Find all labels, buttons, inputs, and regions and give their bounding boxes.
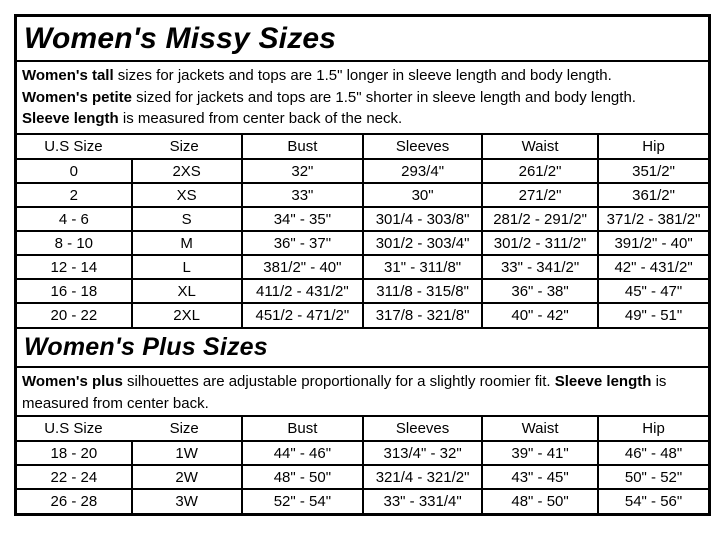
size-cell: 293/4" [363, 159, 482, 183]
description-line [22, 65, 702, 87]
size-cell: 39" - 41" [482, 441, 598, 465]
size-cell: L [132, 255, 242, 279]
missy-header-row [17, 135, 708, 159]
size-cell: 30" [363, 183, 482, 207]
size-cell: 311/8 - 315/8" [363, 279, 482, 303]
size-cell: 451/2 - 471/2" [242, 303, 364, 327]
size-cell: 44" - 46" [242, 441, 364, 465]
column-header-size: Size [169, 420, 199, 437]
size-cell: 391/2" - 40" [598, 231, 708, 255]
size-cell: XL [132, 279, 242, 303]
size-cell: 317/8 - 321/8" [363, 303, 482, 327]
description-text: is measured from center back of the neck. [118, 110, 403, 127]
size-cell: 45" - 47" [598, 279, 708, 303]
size-row [17, 231, 708, 255]
size-cell: 411/2 - 431/2" [242, 279, 364, 303]
size-cell: XS [132, 183, 242, 207]
size-cell: 12 - 14 [17, 255, 132, 279]
size-cell: 281/2 - 291/2" [482, 207, 598, 231]
column-header-sleeves: Sleeves [363, 135, 482, 159]
size-row [17, 183, 708, 207]
size-cell: 43" - 45" [482, 465, 598, 489]
size-cell: 33" - 341/2" [482, 255, 598, 279]
plus-section-title: Women's Plus Sizes [17, 327, 708, 368]
size-cell: 301/2 - 303/4" [363, 231, 482, 255]
size-cell: 0 [17, 159, 132, 183]
column-header-group [17, 417, 242, 441]
size-cell: 3W [132, 489, 242, 513]
size-cell: 2W [132, 465, 242, 489]
size-cell: 40" - 42" [482, 303, 598, 327]
size-cell: 48" - 50" [482, 489, 598, 513]
description-bold-text: Women's petite [22, 88, 132, 106]
size-cell: 49" - 51" [598, 303, 708, 327]
size-row [17, 489, 708, 513]
size-cell: 20 - 22 [17, 303, 132, 327]
size-cell: 48" - 50" [242, 465, 364, 489]
size-cell: 301/2 - 311/2" [482, 231, 598, 255]
column-header-bust: Bust [242, 417, 364, 441]
size-cell: S [132, 207, 242, 231]
size-cell: 2 [17, 183, 132, 207]
size-cell: 42" - 431/2" [598, 255, 708, 279]
description-bold-text: Women's plus [22, 373, 123, 390]
size-cell: 301/4 - 303/8" [363, 207, 482, 231]
size-row [17, 255, 708, 279]
description-bold-text: Women's tall [22, 67, 114, 84]
size-cell: 46" - 48" [598, 441, 708, 465]
size-cell: 2XL [132, 303, 242, 327]
size-cell: 8 - 10 [17, 231, 132, 255]
description-text: silhouettes are adjustable proportionally for a slightly roomier fit. [122, 373, 555, 390]
plus-header-row [17, 417, 708, 441]
column-header-size: Size [169, 138, 199, 155]
size-cell: 16 - 18 [17, 279, 132, 303]
size-cell: 321/4 - 321/2" [363, 465, 482, 489]
size-cell: 361/2" [598, 183, 708, 207]
plus-size-table [17, 417, 708, 513]
description-line [22, 87, 702, 109]
size-cell: 351/2" [598, 159, 708, 183]
size-cell: 271/2" [482, 183, 598, 207]
size-cell: 22 - 24 [17, 465, 132, 489]
column-header-hip: Hip [598, 135, 708, 159]
size-cell: 54" - 56" [598, 489, 708, 513]
column-header-us-size: U.S Size [44, 420, 103, 437]
size-cell: 32" [242, 159, 364, 183]
size-cell: 261/2" [482, 159, 598, 183]
size-row [17, 441, 708, 465]
column-header-waist: Waist [482, 417, 598, 441]
column-header-hip: Hip [598, 417, 708, 441]
size-cell: M [132, 231, 242, 255]
column-header-waist: Waist [482, 135, 598, 159]
description-bold-text: Sleeve length [554, 373, 652, 390]
plus-description [17, 368, 708, 417]
size-cell: 2XS [132, 159, 242, 183]
size-cell: 18 - 20 [17, 441, 132, 465]
size-cell: 33" - 331/4" [363, 489, 482, 513]
size-row [17, 159, 708, 183]
size-cell: 26 - 28 [17, 489, 132, 513]
size-cell: 52" - 54" [242, 489, 364, 513]
description-text: is measured from center back. [22, 373, 667, 412]
size-row [17, 279, 708, 303]
size-cell: 31" - 311/8" [363, 255, 482, 279]
missy-description [17, 62, 708, 135]
size-row [17, 207, 708, 231]
size-cell: 1W [132, 441, 242, 465]
size-cell: 371/2 - 381/2" [598, 207, 708, 231]
size-cell: 34" - 35" [242, 207, 364, 231]
description-bold-text: Sleeve length [22, 110, 119, 127]
missy-section-title: Women's Missy Sizes [17, 17, 708, 62]
description-text: sized for jackets and tops are 1.5" shorter in sleeve length and body length. [131, 88, 636, 106]
size-chart-document [14, 14, 711, 516]
description-text: sizes for jackets and tops are 1.5" longer in sleeve length and body length. [113, 67, 612, 84]
column-header-us-size: U.S Size [44, 138, 103, 155]
size-cell: 4 - 6 [17, 207, 132, 231]
size-cell: 381/2" - 40" [242, 255, 364, 279]
column-header-sleeves: Sleeves [363, 417, 482, 441]
description-line [22, 108, 702, 130]
missy-size-table [17, 135, 708, 327]
size-cell: 36" - 37" [242, 231, 364, 255]
size-cell: 50" - 52" [598, 465, 708, 489]
size-row [17, 303, 708, 327]
size-cell: 313/4" - 32" [363, 441, 482, 465]
column-header-bust: Bust [242, 135, 364, 159]
size-cell: 33" [242, 183, 364, 207]
size-row [17, 465, 708, 489]
size-cell: 36" - 38" [482, 279, 598, 303]
column-header-group [17, 135, 242, 159]
